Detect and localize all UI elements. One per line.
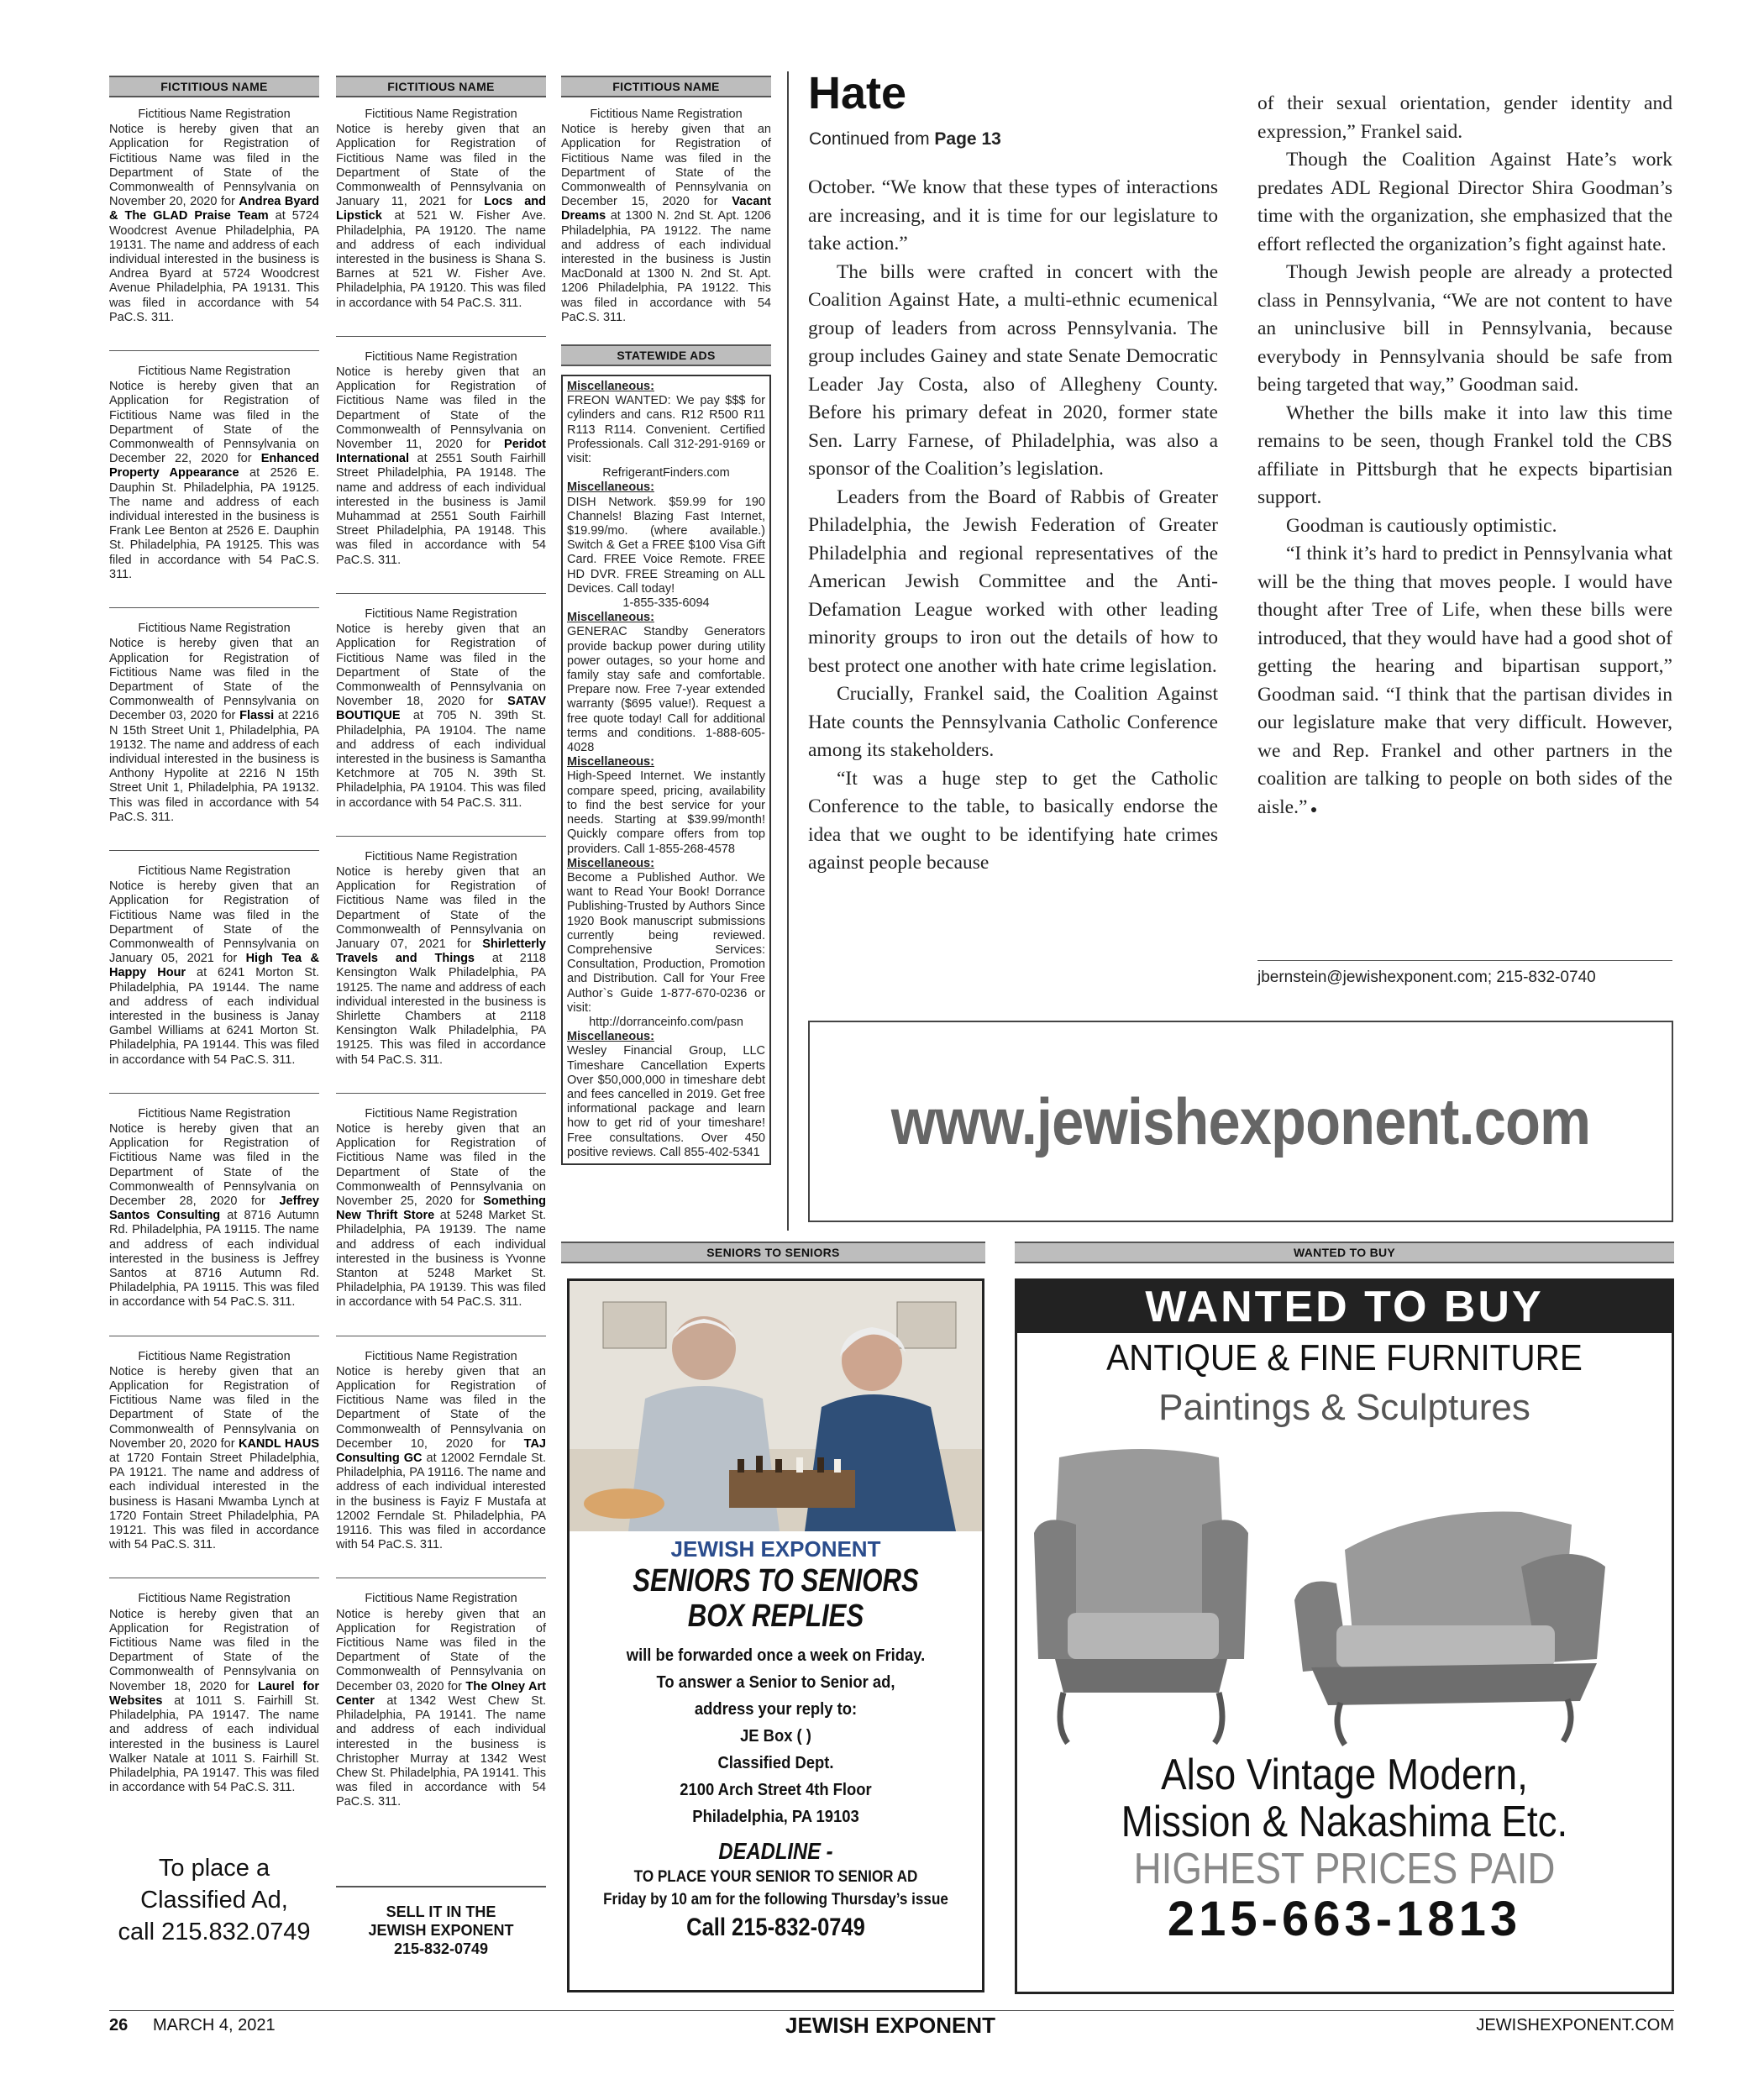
deadline-label: DEADLINE - [718, 1838, 833, 1864]
ad-body: High-Speed Internet. We instantly compare speed, pricing, availability to find the best service for your needs. Starting at $39.99/month! Quickly compare offers from top providers. Call 1-855-268-4578 [567, 769, 765, 856]
issue-date: MARCH 4, 2021 [153, 2016, 276, 2034]
article-paragraph: Though Jewish people are already a protected class in Pennsylvania, “We are not content to have an uninclusive bill in Pennsylvania, because everybody in Pennsylvania should be safe from being targeted that way,” Goodman said. [1257, 261, 1672, 396]
notice-text: Notice is hereby given that an Application for Registration of Fictitious Name was filed in the Department of State of the Commonwealth of Pennsylvania on January 11, 2021 for [336, 123, 546, 209]
notice-title: Fictitious Name Registration [138, 864, 291, 878]
notice-item [336, 1350, 546, 1553]
byline-rule [1257, 960, 1672, 961]
article-byline: jbernstein@jewishexponent.com; 215-832-0740 [1257, 969, 1596, 986]
notice-text: at 2118 Kensington Walk Philadelphia, PA 19125. The name and address of each individual interested in the business is Shirlette Chambers at 2118 Kensington Walk Philadelphia, PA 19125. This was filed in accordance with 54 PaC.S. 311. [336, 952, 546, 1067]
seniors-header: SENIORS TO SENIORS [561, 1242, 985, 1263]
notice-text: at 5248 Market St. Philadelphia, PA 19139. The name and address of each individual interested in the business is Yvonne Stanton at 5248 Market St. Philadelphia, PA 19139. This was filed in accordance with 54 PaC.S. 311. [336, 1209, 546, 1310]
notice-text: at 8716 Autumn Rd. Philadelphia, PA 19115. The name and address of each individual interested in the business is Jeffrey Santos at 8716 Autumn Rd. Philadelphia, PA 19115. This was filed in accordance with 54 PaC.S. 311. [109, 1209, 319, 1310]
wanted-line: HIGHEST PRICES PAID [1133, 1845, 1556, 1893]
notice-text: Notice is hereby given that an Application for Registration of Fictitious Name was filed in the Department of State of the Commonwealth of Pennsylvania on November 18, 2020 for [336, 622, 546, 709]
column-divider [787, 71, 789, 1231]
ad-body: Become a Published Author. We want to Read Your Book! Dorrance Publishing-Trusted by Authors Since 1920 Book manuscript submissions currently being reviewed. Comprehensive Services: Consultation, Production, Promotion and Distribution. Call for Your Free Author`s Guide 1-877-670-0236 or visit: [567, 870, 765, 1015]
seniors-instruction-line: To answer a Senior to Senior ad, [656, 1673, 895, 1692]
notice-text: at 2216 N 15th Street Unit 1, Philadelphia, PA 19132. The name and address of each individual interested in the business is Anthony Hypolite at 2216 N 15th Street Unit 1, Philadelphia, PA 19132. This was filed in accordance with 54 PaC.S. 311. [109, 709, 319, 824]
notice-title: Fictitious Name Registration [138, 1592, 291, 1606]
notice-item [336, 607, 546, 811]
notice-title: Fictitious Name Registration [365, 108, 517, 121]
notice-text: Notice is hereby given that an Application for Registration of Fictitious Name was filed in the Department of State of the Commonwealth of Pennsylvania on January 05, 2021 for [109, 879, 319, 966]
notice-separator [109, 607, 319, 608]
statewide-ads-box [561, 375, 771, 1165]
wanted-ad [1015, 1278, 1674, 1994]
seniors-instruction-line: address your reply to: [694, 1700, 858, 1719]
notice-item [336, 1592, 546, 1809]
article-paragraph: Crucially, Frankel said, the Coalition Against Hate counts the Pennsylvania Catholic Conference among its stakeholders. [808, 683, 1218, 761]
notice-item [109, 622, 319, 825]
article-column-2 [1257, 90, 1672, 824]
notice-title: Fictitious Name Registration [365, 349, 517, 364]
notice-separator [109, 850, 319, 851]
notice-item [109, 1350, 319, 1553]
business-name: Peridot International [336, 438, 546, 466]
notice-text: Notice is hereby given that an Application for Registration of Fictitious Name was filed in the Department of State of the Commonwealth of Pennsylvania on November 18, 2020 for [109, 1607, 319, 1693]
classified-promo-line: To place a [158, 1855, 270, 1882]
ad-contact: RefrigerantFinders.com [602, 466, 730, 480]
fictitious-name-header: FICTITIOUS NAME [336, 76, 546, 97]
notice-text: at 1300 N. 2nd St. Apt. 1206 Philadelphia, PA 19122. The name and address of each individual interested in the business is Justin MacDonald at 1300 N. 2nd St. Apt. 1206 Philadelphia, PA 19122. This was filed in accordance with 54 PaC.S. 311. [561, 209, 771, 324]
ad-body: GENERAC Standby Generators provide backup power during utility power outages, so your home and family stay safe and comfortable. Prepare now. Free 7-year extended warranty ($695 value!). Request a free quote today! Call for additional terms and conditions. 1-888-605-4028 [567, 625, 765, 755]
call-number[interactable]: Call 215-832-0749 [686, 1914, 865, 1941]
notice-separator [336, 1093, 546, 1094]
fictitious-name-header: FICTITIOUS NAME [109, 76, 319, 97]
notice-text: Notice is hereby given that an Application for Registration of Fictitious Name was filed in the Department of State of the Commonwealth of Pennsylvania on December 22, 2020 for [109, 380, 319, 466]
ad-heading: Miscellaneous: [567, 380, 654, 393]
ad-body: FREON WANTED: We pay $$$ for cylinders and cans. R12 R500 R11 R113 R114. Convenient. Certified Professionals. Call 312-291-9169 or visit: [567, 394, 765, 466]
notice-item [336, 1107, 546, 1310]
classified-promo-line: Classified Ad, [140, 1887, 288, 1914]
article-paragraph: The bills were crafted in concert with the Coalition Against Hate, a multi-ethnic ecumenical group of leaders from across Pennsylvania. The group includes Gainey and state Senate Democratic Leader Jay Costa, also of Allegheny County. Before his primary defeat in 2020, former state Sen. Larry Farnese, of Philadelphia, was also a sponsor of the Coalition’s legislation. [808, 260, 1218, 480]
page-number: 26 [109, 2016, 129, 2034]
website-url[interactable]: www.jewishexponent.com [890, 1084, 1591, 1158]
notice-item [109, 1107, 319, 1310]
sell-promo-line: 215-832-0749 [393, 1940, 489, 1957]
seniors-instruction-line: JE Box ( ) [740, 1727, 811, 1746]
notice-separator [109, 1093, 319, 1094]
ad-body: Wesley Financial Group, LLC Timeshare Cancellation Experts Over $50,000,000 in timeshare debt and fees cancelled in 2019. Get free informational package and learn how to get rid of your timeshare! Free consultations. Over 450 positive reviews. Call 855-402-5341 [567, 1044, 765, 1159]
notice-separator [336, 336, 546, 337]
article-paragraph: “I think it’s hard to predict in Pennsylvania what will be the thing that moves people. I would have thought after Tree of Life, when these bills were introduced, that they would have had a good shot of getting the hearing and bipartisan support,” Goodman said. “I think that the partisan divides in our legislature make that very difficult. However, we and Rep. Frankel and other partners in the coalition are talking to people on both sides of the aisle.” ● [1257, 543, 1672, 818]
notice-text: Notice is hereby given that an Application for Registration of Fictitious Name was filed in the Department of State of the Commonwealth of Pennsylvania on December 15, 2020 for [561, 123, 771, 209]
notice-text: Notice is hereby given that an Application for Registration of Fictitious Name was filed in the Department of State of the Commonwealth of Pennsylvania on December 28, 2020 for [109, 1121, 319, 1208]
wanted-phone[interactable]: 215-663-1813 [1167, 1892, 1522, 1946]
deadline-line: Friday by 10 am for the following Thursday’s issue [603, 1891, 948, 1908]
paper-name: JEWISH EXPONENT [785, 2013, 995, 2038]
wanted-line: ANTIQUE & FINE FURNITURE [1106, 1337, 1583, 1378]
notice-title: Fictitious Name Registration [138, 108, 291, 121]
business-name: SATAV BOUTIQUE [336, 695, 546, 723]
notice-item [336, 850, 546, 1068]
notice-text: at 1720 Fontain Street Philadelphia, PA 19121. The name and address of each individual interested in the business is Hasani Mwamba Lynch at 1720 Fontain Street Philadelphia, PA 19121. This was filed in accordance with 54 PaC.S. 311. [109, 1452, 319, 1552]
business-name: TAJ Consulting GC [336, 1436, 546, 1466]
notice-text: at 2526 E. Dauphin St. Philadelphia, PA 19125. The name and address of each individual interested in the business is Frank Lee Benton at 2526 E. Dauphin St. Philadelphia, PA 19125. This was filed in accordance with 54 PaC.S. 311. [109, 466, 319, 581]
brand-name: JEWISH EXPONENT [670, 1536, 881, 1562]
article-paragraph: Whether the bills make it into law this time remains to be seen, though Frankel told the CBS affiliate in Pittsburgh that he expects bipartisian support. [1257, 402, 1672, 508]
notice-text: at 705 N. 39th St. Philadelphia, PA 19104. The name and address of each individual interested in the business is Samantha Ketchmore at 705 N. 39th St. Philadelphia, PA 19104. This was filed in accordance with 54 PaC.S. 311. [336, 709, 546, 810]
business-name: High Tea & Happy Hour [109, 952, 319, 980]
notice-title: Fictitious Name Registration [138, 1349, 291, 1363]
ad-contact: 1-855-335-6094 [622, 596, 710, 611]
seniors-instruction-line: will be forwarded once a week on Friday. [626, 1646, 926, 1665]
notice-title: Fictitious Name Registration [138, 622, 291, 636]
site-url[interactable]: JEWISHEXPONENT.COM [1476, 2016, 1674, 2034]
notice-column-2 [336, 108, 546, 1835]
end-mark: ● [1307, 803, 1318, 816]
article-title: Hate [808, 68, 907, 118]
deadline-line: TO PLACE YOUR SENIOR TO SENIOR AD [633, 1868, 918, 1886]
business-name: KANDL HAUS [238, 1436, 319, 1451]
article-paragraph: October. “We know that these types of interactions are increasing, and it is time for our legislature to take action.” [808, 176, 1218, 255]
notice-separator [109, 350, 319, 351]
notice-text: Notice is hereby given that an Application for Registration of Fictitious Name was filed in the Department of State of the Commonwealth of Pennsylvania on November 20, 2020 for [109, 1364, 319, 1451]
notice-column-3 [561, 108, 771, 333]
article-paragraph: of their sexual orientation, gender identity and expression,” Frankel said. [1257, 92, 1672, 143]
continued-page-link[interactable]: Page 13 [934, 129, 1001, 149]
notice-separator [336, 836, 546, 837]
article-paragraph: Leaders from the Board of Rabbis of Greater Philadelphia, the Jewish Federation of Greater Philadelphia and regional representatives of the American Jewish Committee and the Anti-Defamation League worked with other leading minority groups to iron out the details of how to best protect one another with hate crime legislation. [808, 486, 1218, 677]
sell-promo [336, 1886, 546, 1958]
wanted-line: Also Vintage Modern, [1161, 1751, 1528, 1799]
business-name: Flassi [239, 709, 275, 723]
seniors-text [570, 1535, 982, 1945]
wanted-line: Mission & Nakashima Etc. [1121, 1798, 1568, 1846]
seniors-instructions [570, 1642, 982, 1830]
article-paragraph: “It was a huge step to get the Catholic Conference to the table, to basically endorse the idea that we ought to be identifying hate crimes against people because [808, 767, 1218, 874]
business-name: Vacant Dreams [561, 195, 771, 223]
business-name: Something New Thrift Store [336, 1194, 546, 1223]
notice-text: at 5724 Woodcrest Avenue Philadelphia, PA 19131. The name and address of each individual interested in the business is Andrea Byard at 5724 Woodcrest Avenue Philadelphia, PA 19131. This was filed in accordance with 54 PaC.S. 311. [109, 209, 319, 324]
notice-text: Notice is hereby given that an Application for Registration of Fictitious Name was filed in the Department of State of the Commonwealth of Pennsylvania on December 03, 2020 for [109, 637, 319, 723]
notice-text: at 1011 S. Fairhill St. Philadelphia, PA 19147. The name and address of each individual interested in the business is Laurel Walker Natale at 1011 S. Fairhill St. Philadelphia, PA 19147. This was filed in accordance with 54 PaC.S. 311. [109, 1693, 319, 1795]
business-name: Locs and Lipstick [336, 195, 546, 223]
notice-title: Fictitious Name Registration [365, 1592, 517, 1606]
notice-title: Fictitious Name Registration [590, 108, 743, 121]
notice-title: Fictitious Name Registration [365, 1349, 517, 1363]
continued-from [809, 129, 1001, 150]
notice-text: Notice is hereby given that an Application for Registration of Fictitious Name was filed in the Department of State of the Commonwealth of Pennsylvania on November 11, 2020 for [336, 365, 546, 452]
seniors-subtitle: BOX REPLIES [687, 1599, 864, 1634]
ad-heading: Miscellaneous: [567, 480, 654, 495]
article-column-1 [808, 174, 1218, 878]
business-name: Andrea Byard & The GLAD Praise Team [109, 195, 319, 223]
sell-promo-line: SELL IT IN THE [386, 1903, 496, 1920]
notice-item [109, 108, 319, 325]
seniors-title: SENIORS TO SENIORS [633, 1563, 919, 1599]
notice-text: at 521 W. Fisher Ave. Philadelphia, PA 19120. The name and address of each individual interested in the business is Shana S. Barnes at 521 W. Fisher Ave. Philadelphia, PA 19120. This was filed in accordance with 54 PaC.S. 311. [336, 209, 546, 310]
notice-item [561, 108, 771, 325]
ad-heading: Miscellaneous: [567, 611, 654, 625]
sell-promo-line: JEWISH EXPONENT [368, 1922, 514, 1939]
business-name: Shirletterly Travels and Things [336, 937, 546, 966]
article-paragraph: Goodman is cautiously optimistic. [1286, 514, 1557, 537]
classified-promo [109, 1852, 319, 1948]
notice-title: Fictitious Name Registration [365, 849, 517, 864]
seniors-instruction-line: 2100 Arch Street 4th Floor [680, 1781, 872, 1799]
footer-rule [109, 2010, 1674, 2011]
notice-title: Fictitious Name Registration [365, 606, 517, 621]
notice-title: Fictitious Name Registration [365, 1106, 517, 1121]
seniors-chess-photo [570, 1281, 982, 1531]
ad-heading: Miscellaneous: [567, 856, 654, 870]
fictitious-name-header: FICTITIOUS NAME [561, 76, 771, 97]
notice-text: at 1342 West Chew St. Philadelphia, PA 19141. The name and address of each individual interested in the business is Christopher Murray at 1342 West Chew St. Philadelphia, PA 19141. This was filed in accordance with 54 PaC.S. 311. [336, 1693, 546, 1809]
notice-text: Notice is hereby given that an Application for Registration of Fictitious Name was filed in the Department of State of the Commonwealth of Pennsylvania on November 25, 2020 for [336, 1121, 546, 1208]
notice-item [336, 108, 546, 311]
notice-title: Fictitious Name Registration [138, 1106, 291, 1121]
business-name: Enhanced Property Appearance [109, 452, 319, 480]
ad-contact: http://dorranceinfo.com/pasn [589, 1015, 743, 1029]
notice-text: Notice is hereby given that an Application for Registration of Fictitious Name was filed in the Department of State of the Commonwealth of Pennsylvania on December 03, 2020 for [336, 1607, 546, 1693]
seniors-ad [567, 1278, 984, 1992]
notice-item [109, 1592, 319, 1795]
notice-text: at 6241 Morton St. Philadelphia, PA 19144. The name and address of each individual interested in the business is Janay Gambel Williams at 6241 Morton St. Philadelphia, PA 19144. This was filed in accordance with 54 PaC.S. 311. [109, 966, 319, 1067]
notice-item [109, 864, 319, 1068]
business-name: Jeffrey Santos Consulting [109, 1194, 319, 1223]
notice-text: Notice is hereby given that an Application for Registration of Fictitious Name was filed in the Department of State of the Commonwealth of Pennsylvania on December 10, 2020 for [336, 1364, 546, 1451]
ad-heading: Miscellaneous: [567, 755, 654, 769]
notice-separator [336, 593, 546, 594]
business-name: Laurel for Websites [109, 1679, 319, 1708]
chairs-illustration [1017, 1432, 1672, 1751]
notice-title: Fictitious Name Registration [138, 365, 291, 379]
seniors-instruction-line: Classified Dept. [717, 1754, 834, 1772]
seniors-instruction-line: Philadelphia, PA 19103 [692, 1808, 859, 1826]
wanted-line: Paintings & Sculptures [1158, 1387, 1530, 1428]
ad-body: DISH Network. $59.99 for 190 Channels! Blazing Fast Internet, $19.99/mo. (where available.) Switch & Get a FREE $100 Visa Gift Card. FREE Voice Remote. FREE HD DVR. FREE Streaming on ALL Devices. Call today! [567, 495, 765, 596]
notice-text: at 12002 Ferndale St. Philadelphia, PA 19116. The name and address of each individual interested in the business is Fayiz F Mustafa at 12002 Ferndale St. Philadelphia, PA 19116. This was filed in accordance with 54 PaC.S. 311. [336, 1452, 546, 1552]
wanted-title: WANTED TO BUY [1017, 1281, 1672, 1333]
notice-column-1 [109, 108, 319, 1820]
notice-text: Notice is hereby given that an Application for Registration of Fictitious Name was filed in the Department of State of the Commonwealth of Pennsylvania on January 07, 2021 for [336, 864, 546, 951]
article-paragraph: Though the Coalition Against Hate’s work predates ADL Regional Director Shira Goodman’s time with the organization, she emphasized that the effort reflected the organization’s fight against hate. [1257, 149, 1672, 255]
website-banner[interactable] [808, 1021, 1673, 1222]
ad-heading: Miscellaneous: [567, 1030, 654, 1044]
continued-label: Continued from [809, 129, 935, 149]
statewide-ads-header: STATEWIDE ADS [561, 344, 771, 366]
business-name: The Olney Art Center [336, 1679, 546, 1708]
classified-promo-line: call 215.832.0749 [118, 1919, 311, 1945]
notice-text: Notice is hereby given that an Application for Registration of Fictitious Name was filed in the Department of State of the Commonwealth of Pennsylvania on November 20, 2020 for [109, 123, 319, 209]
wanted-header: WANTED TO BUY [1015, 1242, 1674, 1263]
notice-item [109, 365, 319, 582]
notice-item [336, 350, 546, 568]
notice-text: at 2551 South Fairhill Street Philadelphia, PA 19148. The name and address of each individual interested in the business is Jamil Muhammad at 2551 South Fairhill Street Philadelphia, PA 19148. This was filed in accordance with 54 PaC.S. 311. [336, 452, 546, 567]
